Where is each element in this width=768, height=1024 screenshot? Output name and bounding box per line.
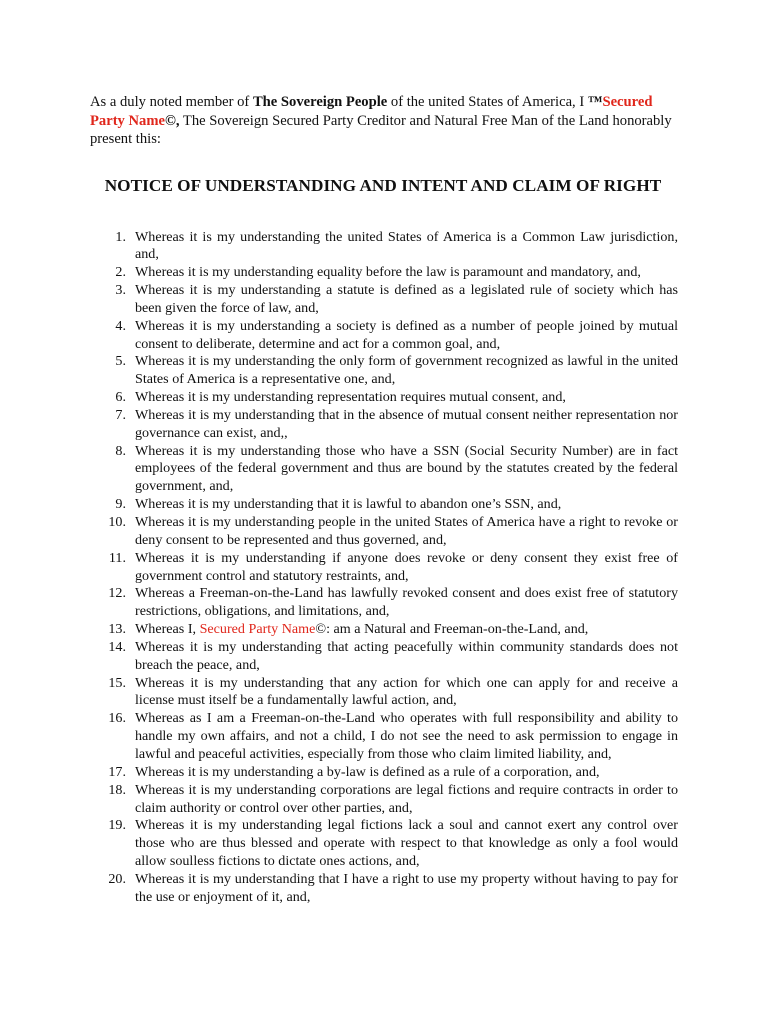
list-item-text: Whereas it is my understanding the only form of government recognized as lawful in the united States of America is a representative one, and, [135, 353, 678, 388]
secured-party-name: Secured Party Name [90, 94, 653, 129]
list-item [90, 318, 678, 354]
list-item-text: Whereas it is my understanding people in the united States of America have a right to revoke or deny consent to be represented and thus governed, and, [135, 514, 678, 548]
list-item [90, 353, 678, 389]
list-item-number: 19. [108, 817, 126, 834]
list-item-number: 2. [115, 264, 126, 281]
list-item-number: 16. [108, 710, 126, 727]
list-item-text: Whereas it is my understanding that any action for which one can apply for and receive a license must itself be a fundamentally lawful action, and, [135, 674, 678, 709]
list-item-text: Whereas it is my understanding those who have a SSN (Social Security Number) are in fact employees of the federal government and thus are bound by the statutes created by the federal government, and, [135, 442, 678, 495]
list-item-text: Whereas as I am a Freeman-on-the-Land who operates with full responsibility and ability to handle my own affairs, and not a child, I do not see the need to ask permission to engage in lawful and peaceful activities, especially from those who claim limited liability, and, [135, 710, 678, 762]
list-item-text: Whereas a Freeman-on-the-Land has lawfully revoked consent and does exist free of statutory restrictions, obligations, and limitations, and, [135, 585, 678, 620]
list-item [90, 639, 678, 675]
sovereign-people-text: The Sovereign People [252, 94, 388, 110]
list-item-text-continued: ©: am a Natural and Freeman-on-the-Land, and, [315, 621, 589, 638]
list-item [90, 550, 678, 586]
list-item-number: 7. [115, 406, 126, 423]
list-item-text: Whereas it is my understanding legal fictions lack a soul and cannot exert any control over those who are thus blessed and operate with respect to that knowledge as only a fool would allow soulless fictions to dictate ones actions, and, [135, 817, 678, 870]
list-item-number: 6. [115, 389, 126, 406]
copyright-symbol: ©, [164, 112, 180, 129]
list-item-text: Whereas it is my understanding that acting peacefully within community standards does not breach the peace, and, [135, 638, 678, 673]
list-item [90, 282, 678, 318]
list-item [90, 871, 678, 907]
intro-text-1: As a duly noted member of [90, 94, 253, 110]
list-item-number: 5. [115, 353, 126, 370]
list-item-text: Whereas it is my understanding that I have a right to use my property without having to pay for the use or enjoyment of it, and, [135, 870, 678, 905]
trademark-symbol: ™ [587, 94, 603, 110]
list-item [90, 229, 678, 265]
list-item [90, 764, 678, 782]
list-item-text: Whereas it is my understanding the united States of America is a Common Law jurisdiction, and, [135, 228, 678, 263]
list-item [90, 621, 678, 639]
list-item-number: 20. [108, 870, 126, 887]
list-item [90, 407, 678, 443]
notice-title: NOTICE OF UNDERSTANDING AND INTENT AND CLAIM OF RIGHT [104, 175, 662, 195]
list-item-number: 12. [108, 585, 126, 602]
list-item [90, 675, 678, 711]
list-item [90, 496, 678, 514]
list-item-text: Whereas it is my understanding equality before the law is paramount and mandatory, and, [135, 264, 641, 281]
list-item-number: 15. [108, 674, 126, 691]
list-item-number: 10. [108, 514, 126, 530]
list-item-number: 13. [108, 621, 126, 638]
list-item [90, 782, 678, 818]
intro-paragraph [90, 93, 678, 149]
list-item [90, 389, 678, 407]
list-item-text: Whereas it is my understanding if anyone does revoke or deny consent they exist free of government control and statutory restraints, and, [135, 549, 678, 584]
list-item-number: 1. [115, 228, 126, 245]
intro-text-3: The Sovereign Secured Party Creditor and Natural Free Man of the Land honorably present this: [90, 112, 672, 147]
list-item [90, 817, 678, 871]
list-item-text: Whereas it is my understanding a by-law is defined as a rule of a corporation, and, [135, 763, 600, 780]
list-item-text: Whereas it is my understanding that in the absence of mutual consent neither representation nor governance can exist, and,, [135, 406, 678, 441]
list-item-text: Whereas it is my understanding that it is lawful to abandon one’s SSN, and, [135, 496, 562, 513]
list-item [90, 443, 678, 497]
list-item-text: Whereas it is my understanding a society is defined as a number of people joined by mutual consent to deliberate, determine and act for a common goal, and, [135, 317, 678, 352]
list-item [90, 264, 678, 282]
list-item [90, 585, 678, 621]
list-item-text: Whereas it is my understanding corporations are legal fictions and require contracts in order to claim authority or control over other parties, and, [135, 781, 678, 816]
list-item-number: 3. [115, 282, 126, 299]
list-item-number: 4. [115, 317, 126, 334]
list-item-text: Whereas it is my understanding representation requires mutual consent, and, [135, 389, 566, 406]
document-page [90, 93, 678, 907]
list-item [90, 710, 678, 764]
whereas-list [90, 229, 678, 907]
list-item-number: 14. [108, 638, 126, 655]
list-item-number: 17. [108, 763, 126, 780]
list-item-number: 9. [115, 496, 126, 513]
intro-text-2: of the united States of America, I [387, 94, 588, 110]
list-item-text: Whereas I, [135, 621, 200, 638]
secured-party-name-inline: Secured Party Name [199, 621, 316, 638]
list-item-number: 18. [108, 781, 126, 798]
list-item [90, 514, 678, 550]
list-item-number: 8. [115, 442, 126, 459]
list-item-text: Whereas it is my understanding a statute is defined as a legislated rule of society which has been given the force of law, and, [135, 282, 678, 316]
list-item-number: 11. [108, 549, 126, 566]
